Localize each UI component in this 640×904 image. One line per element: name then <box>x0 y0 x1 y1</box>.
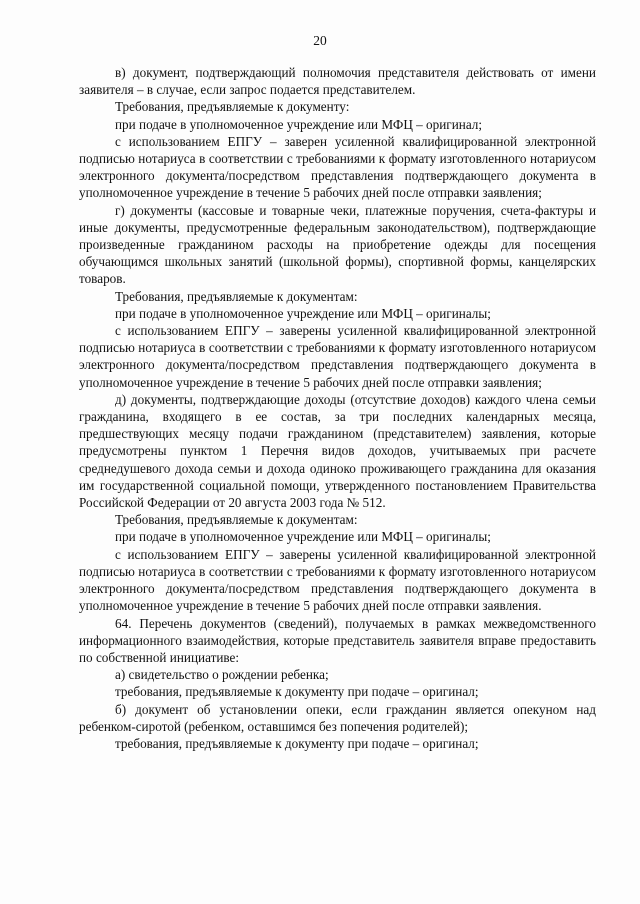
paragraph-submission-originals: при подаче в уполномоченное учреждение или МФЦ – оригиналы; <box>115 305 491 321</box>
paragraph-submission-originals: при подаче в уполномоченное учреждение или МФЦ – оригиналы; <box>115 529 491 545</box>
paragraph-submission-original: при подаче в уполномоченное учреждение или МФЦ – оригинал; <box>115 116 483 132</box>
paragraph-epgu-certified: с использованием ЕПГУ – заверен усиленной квалифицированной электронной подписью нотариуса в соответствии с требованиями к формату изготовленного нотариусом электронного документа/посредством представления подтверждающего документа в уполномоченное учреждение в течение 5 рабочих дней после отправки заявления; <box>79 133 596 201</box>
paragraph-d-income-documents: д) документы, подтверждающие доходы (отсутствие доходов) каждого члена семьи гражданина, входящего в ее состав, за три последних календарных месяца, предшествующих месяцу подачи гражданином (представителем) заявления, которые предусмотрены пунктом 1 Перечня видов доходов, учитываемых при расчете среднедушевого дохода семьи и дохода одиноко проживающего гражданина для оказания им государственной социальной помощи, утвержденного постановлением Правительства Российской Федерации от 20 августа 2003 года № 512. <box>79 391 596 511</box>
paragraph-64-interagency-list: 64. Перечень документов (сведений), получаемых в рамках межведомственного информационного взаимодействия, которые представитель заявителя вправе предоставить по собственной инициативе: <box>79 615 596 665</box>
paragraph-b-guardianship-document: б) документ об установлении опеки, если гражданин является опекуном над ребенком-сиротой (ребенком, оставшимся без попечения родителей); <box>79 701 596 734</box>
paragraph-v-representative-document: в) документ, подтверждающий полномочия представителя действовать от имени заявителя – в случае, если запрос подается представителем. <box>79 65 596 98</box>
paragraph-epgu-certified: с использованием ЕПГУ – заверены усиленной квалифицированной электронной подписью нотариуса в соответствии с требованиями к формату изготовленного нотариусом электронного документа/посредством представления подтверждающего документа в уполномоченное учреждение в течение 5 рабочих дней после отправки заявления; <box>79 323 596 390</box>
paragraph-requirement-original: требования, предъявляемые к документу при подаче – оригинал; <box>115 684 479 700</box>
paragraph-epgu-certified: с использованием ЕПГУ – заверены усиленной квалифицированной электронной подписью нотариуса в соответствии с требованиями к формату изготовленного нотариусом электронного документа/посредством представления подтверждающего документа в уполномоченное учреждение в течение 5 рабочих дней после отправки заявления. <box>79 546 596 614</box>
paragraph-requirements-heading: Требования, предъявляемые к документам: <box>115 288 358 304</box>
paragraph-a-birth-certificate: а) свидетельство о рождении ребенка; <box>115 667 329 683</box>
document-body <box>79 64 596 752</box>
paragraph-requirements-heading: Требования, предъявляемые к документам: <box>115 512 358 528</box>
paragraph-requirements-heading: Требования, предъявляемые к документу: <box>115 99 350 115</box>
paragraph-g-expense-documents: г) документы (кассовые и товарные чеки, платежные поручения, счета-фактуры и иные документы, предусмотренные федеральным законодательством), подтверждающие произведенные гражданином расходы на приобретение одежды для посещения обучающимся школьных занятий (школьной формы), спортивной формы, канцелярских товаров. <box>79 202 596 287</box>
page-number: 20 <box>313 33 327 48</box>
paragraph-requirement-original: требования, предъявляемые к документу при подаче – оригинал; <box>115 735 479 751</box>
